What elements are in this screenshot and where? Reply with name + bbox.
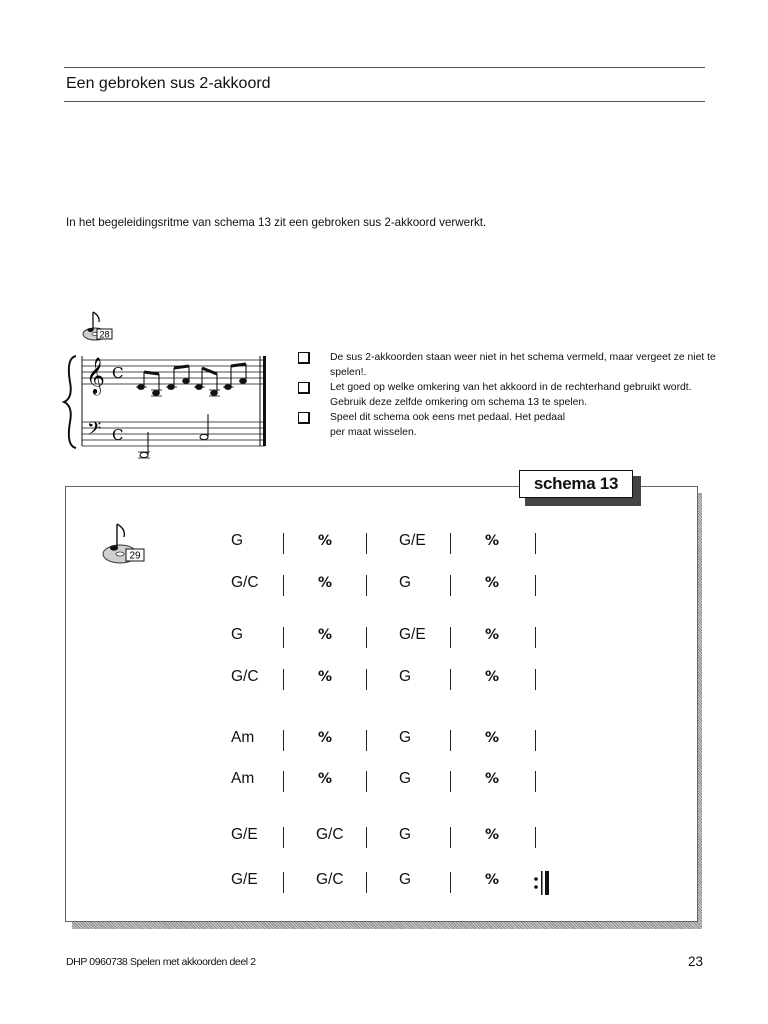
checkbox-icon [298, 382, 310, 394]
barline [283, 533, 284, 554]
barline [366, 533, 367, 554]
chord-symbol: G [231, 626, 244, 643]
chord-symbol: G/C [231, 574, 259, 591]
instruction-text: De sus 2-akkoorden staan weer niet in het schema vermeld, maar vergeet ze niet te spelen!. [330, 352, 716, 379]
repeat-measure-icon: % [318, 771, 333, 787]
barline [535, 533, 536, 554]
cd-track-number: 29 [129, 550, 141, 562]
chord-symbol: Am [231, 729, 255, 746]
repeat-measure-icon: % [485, 872, 500, 888]
chord-symbol: G/E [399, 626, 426, 643]
page-title: Een gebroken sus 2-akkoord [66, 75, 271, 92]
checkbox-icon [298, 412, 310, 424]
title-underline [64, 101, 705, 102]
end-repeat-icon [532, 870, 552, 901]
top-rule [64, 67, 705, 68]
barline [283, 872, 284, 893]
cd-track-number: 28 [99, 329, 110, 340]
schema-panel [65, 486, 698, 922]
bass-clef-icon: 𝄢 [87, 419, 102, 444]
barline [535, 771, 536, 792]
barline [283, 669, 284, 690]
intro-text: In het begeleidingsritme van schema 13 zit een gebroken sus 2-akkoord verwerkt. [66, 216, 487, 229]
list-item [296, 410, 716, 440]
repeat-measure-icon: % [318, 730, 333, 746]
barline [450, 730, 451, 751]
repeat-measure-icon: % [318, 575, 333, 591]
barline [450, 669, 451, 690]
music-staff [60, 340, 272, 471]
repeat-measure-icon: % [485, 669, 500, 685]
checkbox-icon [298, 352, 310, 364]
repeat-measure-icon: % [485, 827, 500, 843]
barline [450, 627, 451, 648]
barline [283, 827, 284, 848]
barline [450, 771, 451, 792]
barline [283, 771, 284, 792]
repeat-measure-icon: % [485, 627, 500, 643]
barline [450, 575, 451, 596]
repeat-measure-icon: % [318, 669, 333, 685]
barline [535, 730, 536, 751]
repeat-measure-icon: % [485, 771, 500, 787]
instruction-text: Speel dit schema ook eens met pedaal. Het pedaal per maat wisselen. [330, 412, 566, 439]
chord-symbol: G/E [399, 532, 426, 549]
chord-symbol: G [399, 729, 412, 746]
repeat-measure-icon: % [485, 730, 500, 746]
barline [535, 669, 536, 690]
barline [283, 575, 284, 596]
svg-text:C: C [112, 364, 124, 382]
barline [366, 827, 367, 848]
svg-text:C: C [112, 426, 124, 444]
repeat-measure-icon: % [318, 627, 333, 643]
chord-symbol: G/E [231, 871, 258, 888]
instruction-text: Let goed op welke omkering van het akkoord in de rechterhand gebruikt wordt. Gebruik deze zelfde omkering om schema 13 te spelen. [330, 382, 692, 409]
chord-symbol: Am [231, 770, 255, 787]
chord-symbol: G/C [316, 826, 344, 843]
barline [366, 730, 367, 751]
barline [450, 533, 451, 554]
cd-track-icon [100, 520, 150, 573]
chord-symbol: G [399, 826, 412, 843]
schema-label: schema 13 [519, 470, 633, 498]
footer-text: DHP 0960738 Spelen met akkoorden deel 2 [66, 956, 256, 968]
barline [366, 575, 367, 596]
barline [366, 771, 367, 792]
barline [366, 872, 367, 893]
list-item [296, 380, 716, 410]
instructions-list [296, 350, 716, 440]
page-number: 23 [688, 954, 704, 969]
chord-symbol: G/C [316, 871, 344, 888]
barline [366, 669, 367, 690]
barline [283, 730, 284, 751]
repeat-measure-icon: % [485, 575, 500, 591]
barline [450, 872, 451, 893]
chord-symbol: G [399, 668, 412, 685]
repeat-measure-icon: % [485, 533, 500, 549]
barline [535, 627, 536, 648]
treble-clef-icon: 𝄞 [86, 356, 105, 394]
chord-symbol: G/E [231, 826, 258, 843]
barline [450, 827, 451, 848]
chord-symbol: G [399, 770, 412, 787]
barline [283, 627, 284, 648]
barline [366, 627, 367, 648]
barline [535, 827, 536, 848]
chord-symbol: G [399, 871, 412, 888]
chord-symbol: G [399, 574, 412, 591]
barline [535, 575, 536, 596]
chord-symbol: G [231, 532, 244, 549]
chord-symbol: G/C [231, 668, 259, 685]
list-item [296, 350, 716, 380]
repeat-measure-icon: % [318, 533, 333, 549]
